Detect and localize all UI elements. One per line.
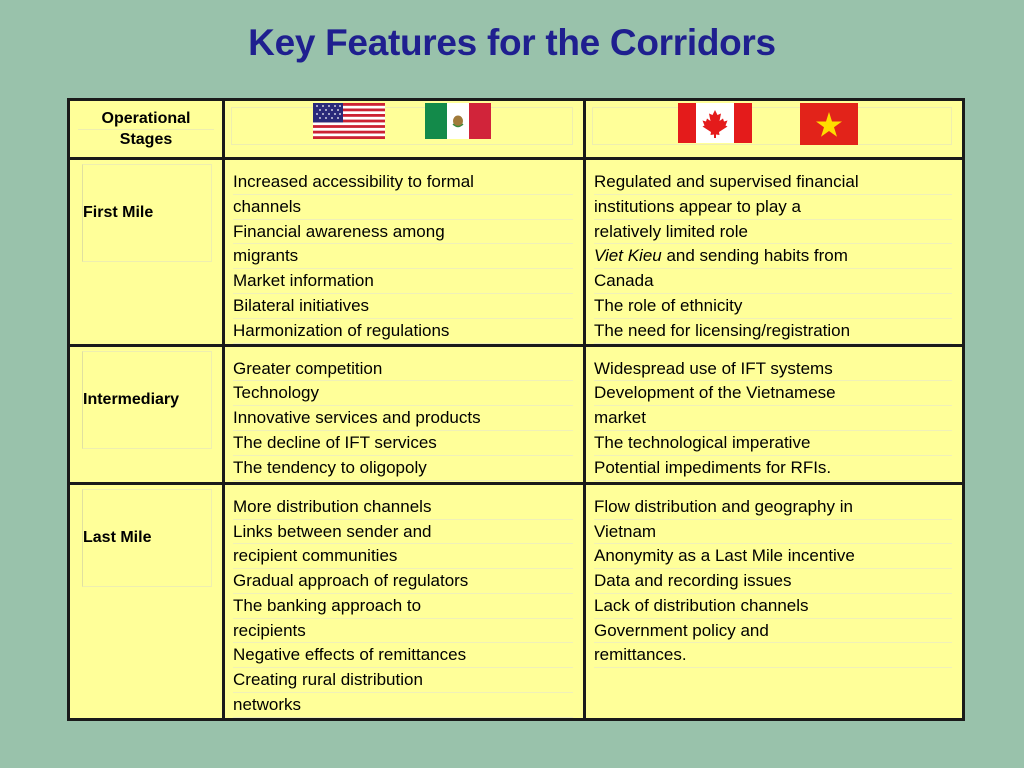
mexico-flag-icon bbox=[425, 103, 491, 139]
list-item bbox=[594, 244, 952, 269]
feature-list bbox=[233, 495, 573, 718]
stage-label: Intermediary bbox=[82, 351, 212, 449]
list-item: The tendency to oligopoly bbox=[233, 456, 573, 481]
list-item: remittances. bbox=[594, 643, 952, 668]
header-corridor-us-mexico bbox=[224, 100, 585, 159]
list-item: institutions appear to play a bbox=[594, 195, 952, 220]
list-item: Innovative services and products bbox=[233, 406, 573, 431]
list-item: Links between sender and bbox=[233, 520, 573, 545]
list-item: Technology bbox=[233, 381, 573, 406]
flag-frame bbox=[231, 107, 573, 145]
list-item: The technological imperative bbox=[594, 431, 952, 456]
list-item: Government policy and bbox=[594, 619, 952, 644]
header-stage-line2: Stages bbox=[78, 129, 214, 150]
stage-label: Last Mile bbox=[82, 489, 212, 587]
header-corridor-canada-vietnam bbox=[585, 100, 964, 159]
row-intermediary bbox=[69, 345, 964, 483]
stage-cell bbox=[69, 159, 224, 346]
us-mexico-features-cell bbox=[224, 345, 585, 483]
list-item: Anonymity as a Last Mile incentive bbox=[594, 544, 952, 569]
list-item: Greater competition bbox=[233, 357, 573, 382]
feature-list bbox=[233, 170, 573, 344]
italic-term: Viet Kieu bbox=[594, 246, 662, 266]
list-item: Financial awareness among bbox=[233, 220, 573, 245]
list-item: migrants bbox=[233, 244, 573, 269]
canada-vietnam-features-cell bbox=[585, 483, 964, 719]
header-stages-cell bbox=[69, 100, 224, 159]
stage-cell bbox=[69, 345, 224, 483]
flag-frame bbox=[592, 107, 952, 145]
list-item: Increased accessibility to formal bbox=[233, 170, 573, 195]
list-item: Negative effects of remittances bbox=[233, 643, 573, 668]
canada-vietnam-features-cell bbox=[585, 159, 964, 346]
list-item: Canada bbox=[594, 269, 952, 294]
row-first-mile bbox=[69, 159, 964, 346]
feature-list bbox=[594, 170, 952, 344]
feature-list bbox=[233, 357, 573, 481]
list-item: Harmonization of regulations bbox=[233, 319, 573, 344]
us-mexico-features-cell bbox=[224, 483, 585, 719]
list-item: Bilateral initiatives bbox=[233, 294, 573, 319]
list-item: The decline of IFT services bbox=[233, 431, 573, 456]
list-item: Regulated and supervised financial bbox=[594, 170, 952, 195]
list-item: Creating rural distribution bbox=[233, 668, 573, 693]
list-item: networks bbox=[233, 693, 573, 718]
stage-label: First Mile bbox=[82, 164, 212, 262]
list-item: Vietnam bbox=[594, 520, 952, 545]
list-item: market bbox=[594, 406, 952, 431]
list-item: Widespread use of IFT systems bbox=[594, 357, 952, 382]
us-mexico-features-cell bbox=[224, 159, 585, 346]
feature-list bbox=[594, 357, 952, 481]
table-header-row bbox=[69, 100, 964, 159]
list-item: The need for licensing/registration bbox=[594, 319, 952, 344]
list-item: Flow distribution and geography in bbox=[594, 495, 952, 520]
list-item-text: and sending habits from bbox=[666, 246, 848, 266]
row-last-mile bbox=[69, 483, 964, 719]
list-item: recipients bbox=[233, 619, 573, 644]
list-item: More distribution channels bbox=[233, 495, 573, 520]
list-item: channels bbox=[233, 195, 573, 220]
list-item: relatively limited role bbox=[594, 220, 952, 245]
vietnam-flag-icon bbox=[800, 103, 858, 145]
corridor-features-table bbox=[67, 98, 965, 721]
feature-list bbox=[594, 495, 952, 669]
list-item: Gradual approach of regulators bbox=[233, 569, 573, 594]
list-item: The role of ethnicity bbox=[594, 294, 952, 319]
list-item: The banking approach to bbox=[233, 594, 573, 619]
list-item: Market information bbox=[233, 269, 573, 294]
list-item: recipient communities bbox=[233, 544, 573, 569]
header-stage-line1: Operational bbox=[101, 110, 191, 127]
slide-title: Key Features for the Corridors bbox=[248, 22, 776, 63]
stage-cell bbox=[69, 483, 224, 719]
list-item: Lack of distribution channels bbox=[594, 594, 952, 619]
canada-flag-icon bbox=[678, 103, 752, 143]
us-flag-icon bbox=[313, 103, 385, 139]
list-item: Data and recording issues bbox=[594, 569, 952, 594]
list-item: Development of the Vietnamese bbox=[594, 381, 952, 406]
list-item: Potential impediments for RFIs. bbox=[594, 456, 952, 481]
canada-vietnam-features-cell bbox=[585, 345, 964, 483]
